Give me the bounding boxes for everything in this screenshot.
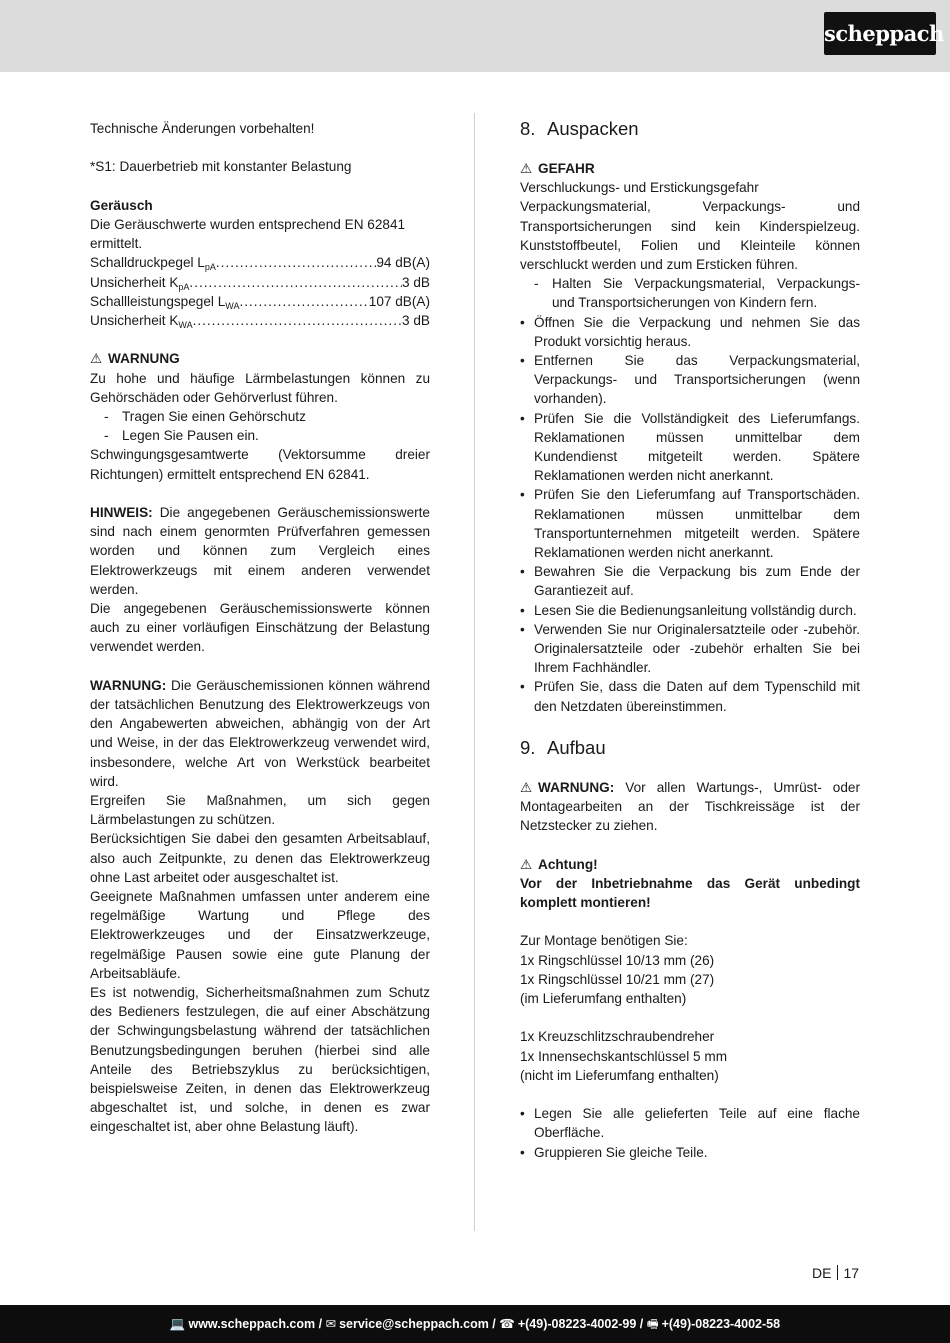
warn-text: Vor allen Wartungs-, Umrüst- oder Montagearbeiten an der Tischkreissäge ist der Netzstecker zu ziehen.	[520, 779, 860, 834]
spec-row	[90, 311, 430, 330]
noise-intro: Die Geräuschwerte wurden entsprechend EN 62841 ermittelt.	[90, 216, 406, 252]
danger-list	[520, 274, 860, 312]
tool-line: 1x Ringschlüssel 10/21 mm (27)	[520, 971, 715, 987]
footer-website[interactable]: www.scheppach.com /	[188, 1317, 323, 1331]
list-item: • Bewahren Sie die Verpackung bis zum Ende der Garantiezeit auf.	[520, 562, 860, 600]
hint-text-2: Die angegebenen Geräuschemissionswerte können auch zu einer vorläufigen Einschätzung der Belastung verwendet werden.	[90, 601, 430, 655]
tool-line: (nicht im Lieferumfang enthalten)	[520, 1067, 719, 1083]
header-band	[0, 0, 950, 72]
assembly-warning	[520, 778, 860, 836]
attention-title: Achtung!	[538, 856, 598, 872]
phone-icon: ☎	[499, 1317, 515, 1331]
spec-row	[90, 292, 430, 311]
spec-label: Schalldruckpegel L	[90, 255, 205, 271]
spec-value: 3 dB	[402, 313, 430, 328]
spec-row	[90, 273, 430, 292]
tool-line: 1x Innensechskantschlüssel 5 mm	[520, 1048, 728, 1064]
warning1-text: Zu hohe und häufige Lärmbelastungen können zu Gehörschäden oder Gehörverlust führen.	[90, 370, 430, 405]
spec-label: Schallleistungspegel L	[90, 293, 226, 309]
warning-icon: ⚠	[90, 351, 103, 367]
assembly-list	[520, 1104, 860, 1162]
tool-line: (im Lieferumfang enthalten)	[520, 991, 687, 1007]
spec-row	[90, 253, 430, 272]
attention-heading	[520, 855, 860, 874]
list-item: • Prüfen Sie, dass die Daten auf dem Typenschild mit den Netzdaten übereinstimmen.	[520, 677, 860, 715]
tools-intro: Zur Montage benötigen Sie:	[520, 933, 688, 949]
list-item: • Lesen Sie die Bedienungsanleitung vollständig durch.	[520, 601, 860, 620]
warning-icon: ⚠	[520, 779, 533, 795]
warning1-heading	[90, 349, 430, 368]
footer-email[interactable]: service@scheppach.com /	[339, 1317, 496, 1331]
page-num: 17	[843, 1265, 860, 1281]
attention-text: Vor der Inbetriebnahme das Gerät unbedingt komplett montieren!	[520, 875, 860, 911]
note-changes: Technische Änderungen vorbehalten!	[90, 121, 315, 136]
warning-icon: ⚠	[520, 161, 533, 176]
computer-icon: 💻	[169, 1317, 186, 1331]
left-column	[90, 119, 430, 1137]
list-item: • Verwenden Sie nur Originalersatzteile oder -zubehör. Originalersatzteile oder -zubehör erhalten Sie bei Ihrem Fachhändler.	[520, 620, 860, 678]
spec-sub: pA	[178, 281, 190, 292]
spec-sub: WA	[225, 300, 240, 311]
para-necessary: Es ist notwendig, Sicherheitsmaßnahmen zum Schutz des Bedieners festzulegen, die auf einer Abschätzung der Schwingungsbelastung während der tatsächlichen Benutzungsbedingungen beruhen (hierbei sind alle Anteile des Betriebszyklus zu berücksichtigen, beispielsweise Zeiten, in denen das Elektrowerkzeug abgeschaltet ist, und solche, in denen es zwar eingeschaltet ist, aber ohne Belastung läuft).	[90, 985, 430, 1135]
footer-bar	[0, 1305, 950, 1343]
list-item: • Entfernen Sie das Verpackungsmaterial, Verpackungs- und Transportsicherungen (wenn vorhanden).	[520, 351, 860, 409]
hint-label: HINWEIS:	[90, 505, 153, 520]
section-title: Aufbau	[547, 736, 606, 758]
page-lang: DE	[812, 1265, 832, 1281]
list-item: • Öffnen Sie die Verpackung und nehmen Sie das Produkt vorsichtig heraus.	[520, 313, 860, 351]
spec-value: 94 dB(A)	[376, 255, 430, 271]
mail-icon: ✉	[325, 1317, 337, 1331]
spec-value: 107 dB(A)	[368, 293, 430, 309]
list-item: • Prüfen Sie den Lieferumfang auf Transportschäden. Reklamationen müssen unmittelbar dem Transportunternehmen mitgeteilt werden. Spätere Reklamationen werden nicht anerkannt.	[520, 485, 860, 562]
spec-sub: pA	[204, 262, 216, 273]
para-suitable: Geeignete Maßnahmen umfassen unter anderem eine regelmäßige Wartung und Pflege des Elektrowerkzeuges und der Einsatzwerkzeuge, regelmäßige Pausen sowie eine gute Planung der Arbeitsabläufe.	[90, 889, 430, 981]
section-8-heading	[520, 119, 860, 138]
warning2-text: Die Geräuschemissionen können während der tatsächlichen Benutzung des Elektrowerkzeugs von den Angabewerten abweichen, abhängig von der Art und Weise, in der das Elektrowerkzeug verwendet wird, insbesondere, welche Art von Werkstück bearbeitet wird.	[90, 677, 430, 789]
noise-title: Geräusch	[90, 197, 153, 213]
warning2-paragraph	[90, 676, 430, 791]
fax-icon: 🖷	[646, 1317, 659, 1331]
danger-subtitle: Verschluckungs- und Erstickungsgefahr	[520, 180, 759, 196]
section-number: 8.	[520, 118, 536, 139]
list-item: • Gruppieren Sie gleiche Teile.	[520, 1143, 860, 1162]
danger-title: GEFAHR	[538, 161, 595, 176]
para-measures: Ergreifen Sie Maßnahmen, um sich gegen Lärmbelastungen zu schützen.	[90, 793, 430, 828]
warn-label: WARNUNG:	[538, 779, 615, 795]
scheppach-logo: scheppach	[824, 12, 936, 55]
list-item: - Halten Sie Verpackungsmaterial, Verpackungs- und Transportsicherungen von Kindern fern.	[520, 274, 860, 312]
warning1-title: WARNUNG	[108, 351, 180, 367]
warning1-list	[90, 407, 430, 445]
hint-text: Die angegebenen Geräuschemissionswerte sind nach einem genormten Prüfverfahren gemessen worden und können zum Vergleich eines Elektrowerkzeugs mit einem anderen verwendet werden.	[90, 505, 430, 597]
section-number: 9.	[520, 736, 536, 758]
para-workflow: Berücksichtigen Sie dabei den gesamten Arbeitsablauf, also auch Zeitpunkte, zu denen das Elektrowerkzeug ohne Last arbeitet oder ausgeschaltet ist.	[90, 831, 430, 885]
tool-line: 1x Ringschlüssel 10/13 mm (26)	[520, 952, 715, 968]
right-column	[520, 119, 860, 1162]
tool-line: 1x Kreuzschlitzschraubendreher	[520, 1029, 715, 1045]
danger-heading	[520, 159, 860, 178]
danger-text: Verpackungsmaterial, Verpackungs- und Transportsicherungen sind kein Kinderspielzeug. Kunststoffbeutel, Folien und Kleinteile können verschluckt werden und zum Ersticken führen.	[520, 199, 860, 273]
list-item: • Prüfen Sie die Vollständigkeit des Lieferumfangs. Reklamationen müssen unmittelbar dem Kundendienst mitgeteilt werden. Spätere Reklamationen werden nicht anerkannt.	[520, 409, 860, 486]
spec-sub: WA	[178, 320, 193, 330]
warning2-label: WARNUNG:	[90, 677, 167, 693]
list-item: - Legen Sie Pausen ein.	[90, 426, 430, 445]
note-s1: *S1: Dauerbetrieb mit konstanter Belastung	[90, 159, 352, 175]
list-item: - Tragen Sie einen Gehörschutz	[90, 407, 430, 426]
footer-fax: +(49)-08223-4002-58	[661, 1317, 781, 1331]
footer-phone: +(49)-08223-4002-99 /	[517, 1317, 644, 1331]
vibration-text: Schwingungsgesamtwerte (Vektorsumme dreier Richtungen) ermittelt entsprechend EN 62841.	[90, 447, 430, 482]
spec-value: 3 dB	[402, 274, 430, 290]
section-9-heading	[520, 738, 860, 757]
hint-paragraph	[90, 503, 430, 599]
page-number	[812, 1264, 859, 1283]
spec-label: Unsicherheit K	[90, 274, 179, 290]
warning-icon: ⚠	[520, 856, 533, 872]
spec-label: Unsicherheit K	[90, 313, 179, 328]
column-divider	[474, 113, 475, 1231]
unpack-list	[520, 313, 860, 716]
section-title: Auspacken	[547, 118, 639, 139]
list-item: • Legen Sie alle gelieferten Teile auf eine flache Oberfläche.	[520, 1104, 860, 1142]
